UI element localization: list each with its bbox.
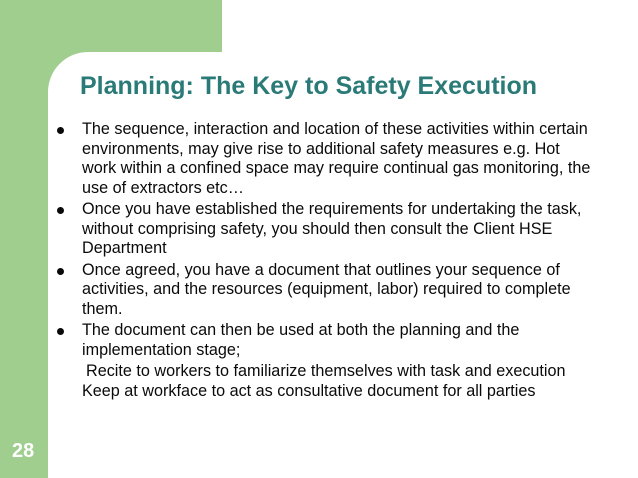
bullet-item (57, 321, 597, 360)
bullet-text: The document can then be used at both the planning and the implementation stage; (82, 321, 520, 359)
bullet-item (57, 200, 597, 259)
bullet-item (57, 261, 597, 320)
bullet-list (57, 120, 597, 403)
page-number: 28 (12, 440, 35, 462)
bullet-dot-icon (57, 127, 64, 134)
bullet-dot-icon (57, 328, 64, 335)
bullet-dot-icon (57, 207, 64, 214)
bullet-text: The sequence, interaction and location of these activities within certain environments, may give rise to additional safety measures e.g. Hot work within a confined space may require continual gas monitoring, the use of extractors etc… (82, 120, 591, 197)
bullet-item (57, 120, 597, 198)
bullet-text: Once you have established the requirements for undertaking the task, without comprising safety, you should then consult the Client HSE Department (82, 200, 582, 257)
slide-title: Planning: The Key to Safety Execution (80, 72, 538, 100)
bullet-dot-icon (57, 268, 64, 275)
continuation-paragraph (57, 362, 597, 401)
green-side-strip (0, 0, 48, 478)
continuation-text: Recite to workers to familiarize themselves with task and execution Keep at workface to act as consultative document for all parties (82, 362, 575, 400)
bullet-text: Once agreed, you have a document that outlines your sequence of activities, and the resources (equipment, labor) required to complete them. (82, 260, 578, 318)
